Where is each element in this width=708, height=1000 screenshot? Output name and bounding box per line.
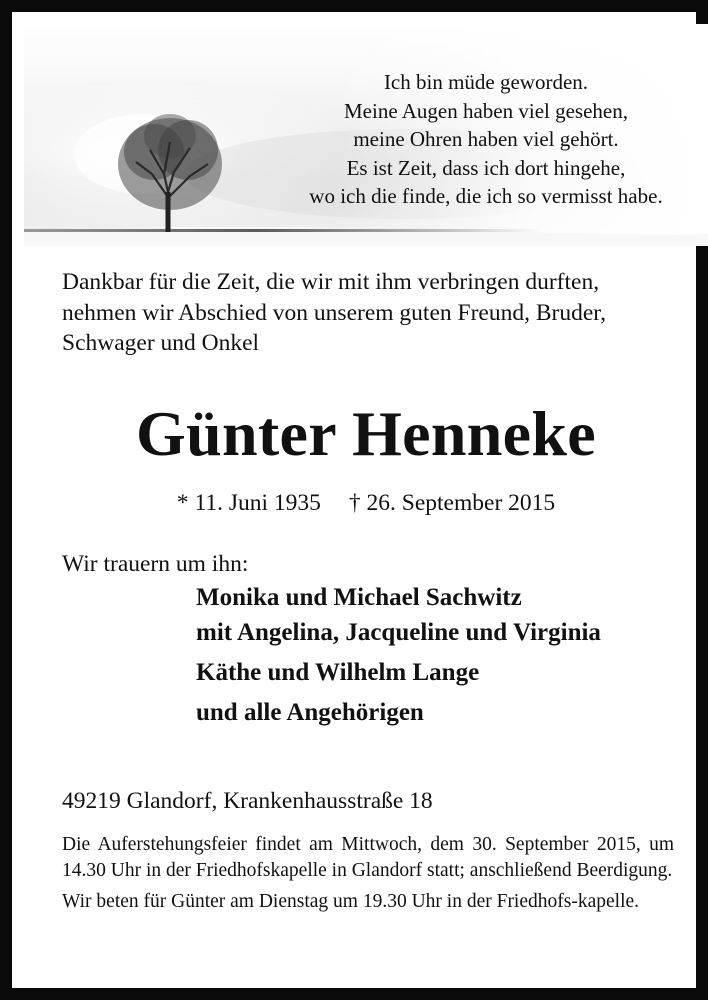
mourning-intro: Wir trauern um ihn: <box>62 551 249 577</box>
poem-line: Meine Augen haben viel gesehen, <box>344 98 628 123</box>
prayer-notice: Wir beten für Günter am Dienstag um 19.30 Uhr in der Friedhofs-kapelle. <box>62 891 640 912</box>
funeral-notice <box>62 832 674 915</box>
mourner-line: mit Angelina, Jacqueline und Virginia <box>196 619 601 646</box>
poem-line: Ich bin müde geworden. <box>383 70 589 94</box>
intro-line: Schwager und Onkel <box>62 330 260 356</box>
intro-line: nehmen wir Abschied von unserem guten Freund, Bruder, <box>62 299 607 326</box>
address: 49219 Glandorf, Krankenhausstraße 18 <box>62 788 433 814</box>
mourner-line: Käthe und Wilhelm Lange <box>196 659 480 686</box>
intro-line: Dankbar für die Zeit, die wir mit ihm verbringen durften, <box>62 269 600 295</box>
deceased-name: Günter Henneke <box>136 398 596 469</box>
header-image <box>24 24 708 246</box>
poem-line: Es ist Zeit, dass ich dort hingehe, <box>346 155 626 180</box>
mourners-list <box>196 580 601 730</box>
poem <box>268 68 704 211</box>
death-date: † 26. September 2015 <box>348 490 556 516</box>
intro-text <box>62 267 692 359</box>
poem-line: wo ich die finde, die ich so vermisst habe. <box>309 184 663 208</box>
life-dates <box>12 488 708 518</box>
poem-line: meine Ohren haben viel gehört. <box>353 127 619 151</box>
mourner-line: Monika und Michael Sachwitz <box>196 584 522 611</box>
birth-date: * 11. Juni 1935 <box>176 490 321 516</box>
mourner-line: und alle Angehörigen <box>196 699 424 726</box>
ceremony-notice: Die Auferstehungsfeier findet am Mittwoch, dem 30. September 2015, um 14.30 Uhr in der Friedhofskapelle in Glandorf statt; anschließend Beerdigung. <box>62 834 674 881</box>
